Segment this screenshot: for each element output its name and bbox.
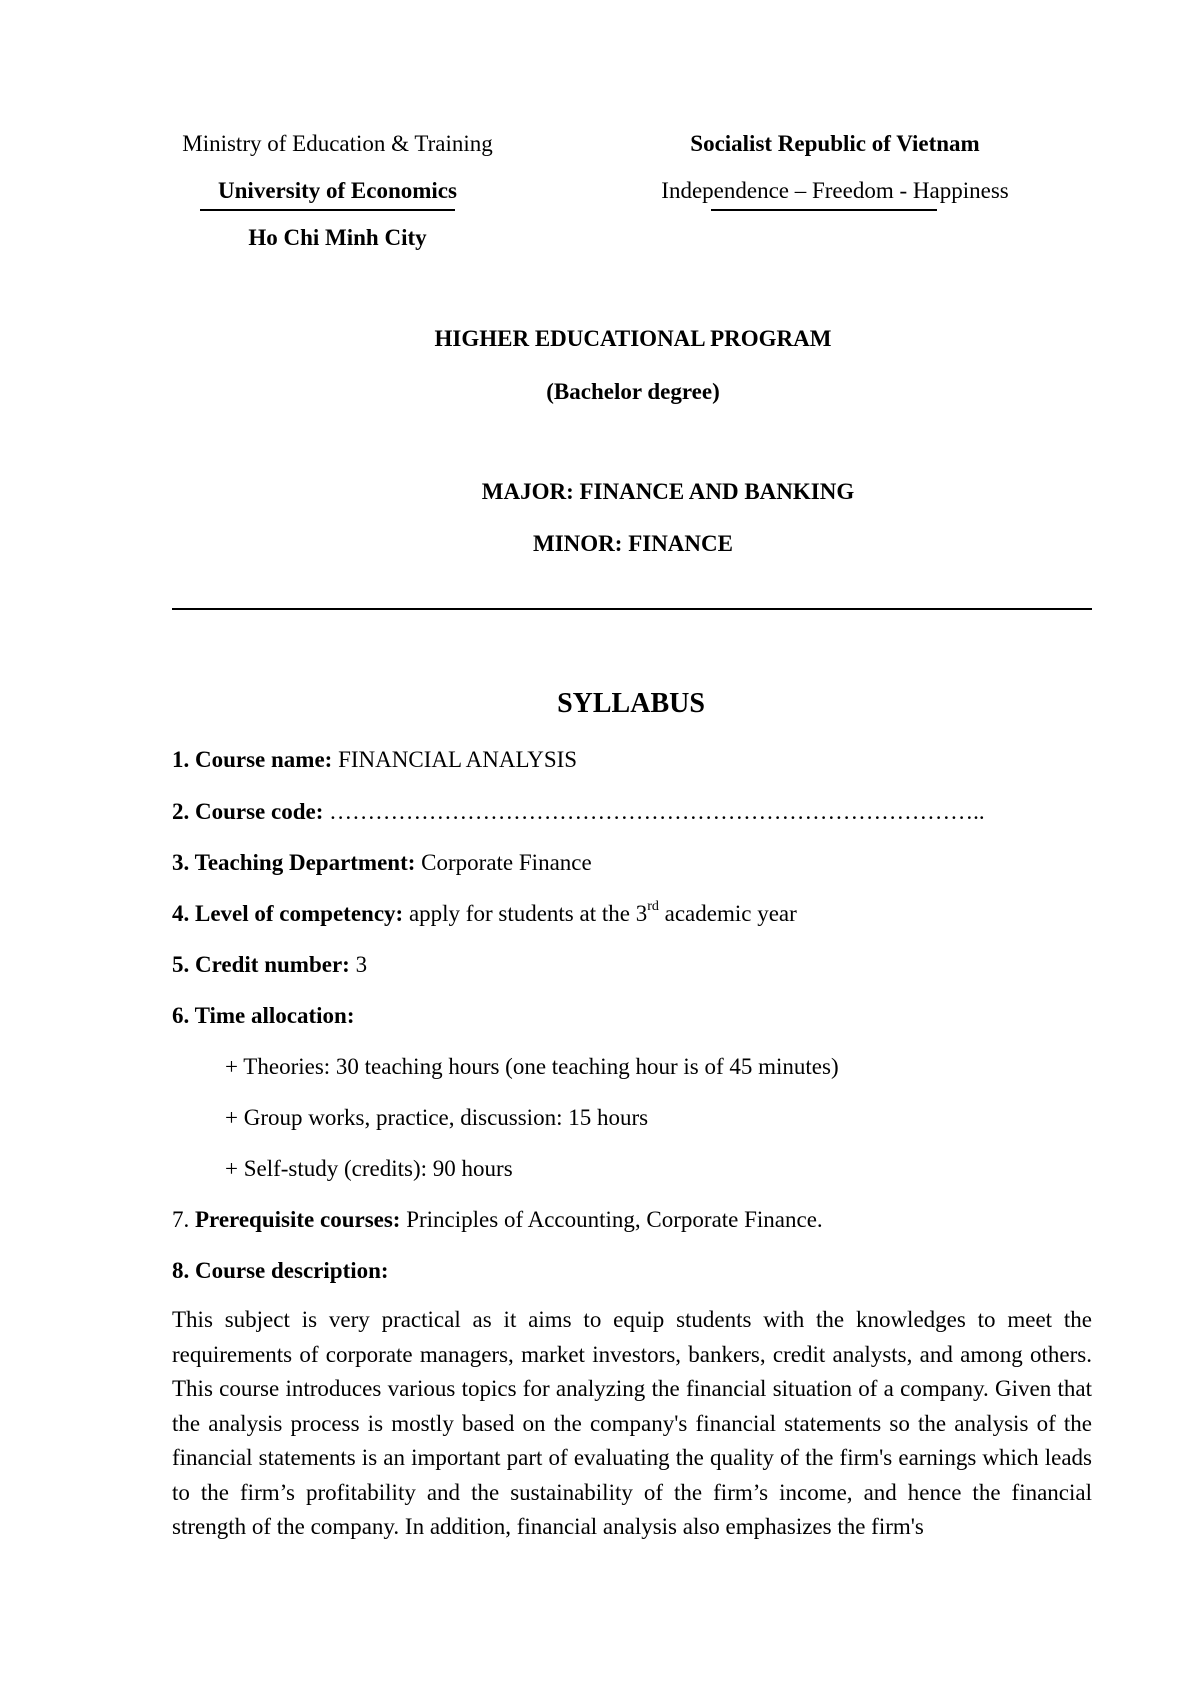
department-value: Corporate Finance [415,850,592,875]
course-description-label: 8. Course description: [172,1258,389,1283]
department-line [172,849,592,877]
course-description-text: This subject is very practical as it aims to equip students with the knowledges to meet the requirements of corporate managers, market investors, bankers, credit analysts, and among others. This course introduces various topics for analyzing the financial situation of a company. Given that the analysis process is mostly based on the company's financial statements so the analysis of the financial statements is an important part of evaluating the quality of the firm's earnings which leads to the firm’s profitability and the sustainability of the firm’s income, and hence the financial strength of the company. In addition, financial analysis also emphasizes the firm's [172,1307,1092,1539]
credit-label: 5. Credit number: [172,952,350,977]
course-code-value: ………………………………………………………………………….. [323,799,985,824]
syllabus-heading: SYLLABUS [557,688,705,719]
time-item-self-study: + Self-study (credits): 90 hours [225,1156,513,1181]
course-code-line [172,798,985,826]
course-name-value: FINANCIAL ANALYSIS [332,747,578,772]
national-motto: Independence – Freedom - Happiness [661,178,1009,203]
minor-label: MINOR: FINANCE [533,531,733,556]
time-item-theories: + Theories: 30 teaching hours (one teaching hour is of 45 minutes) [225,1054,839,1079]
university-name: University of Economics [218,178,457,203]
competency-value: apply for students at the 3 [403,901,648,926]
credit-line [172,951,367,979]
time-allocation-label: 6. Time allocation: [172,1003,355,1028]
prerequisites-label: Prerequisite courses: [189,1207,401,1232]
prerequisites-number: 7. [172,1207,190,1232]
degree-label: (Bachelor degree) [546,379,720,404]
program-title: HIGHER EDUCATIONAL PROGRAM [434,326,832,351]
city-name: Ho Chi Minh City [248,225,427,250]
competency-superscript: rd [647,899,659,915]
prerequisites-value: Principles of Accounting, Corporate Finance. [400,1207,823,1232]
country-name: Socialist Republic of Vietnam [690,131,980,156]
credit-value: 3 [349,952,368,977]
department-label: 3. Teaching Department: [172,850,416,875]
ministry-name: Ministry of Education & Training [182,131,493,156]
course-name-label: 1. Course name: [172,747,333,772]
competency-value-end: academic year [658,901,797,926]
course-name-line [172,746,577,774]
major-label: MAJOR: FINANCE AND BANKING [481,479,855,504]
competency-label: 4. Level of competency: [172,901,404,926]
section-divider [172,608,1092,610]
prerequisites-line [172,1206,823,1234]
competency-line [172,900,797,928]
university-underline [200,209,455,211]
time-item-group-works: + Group works, practice, discussion: 15 hours [225,1105,649,1130]
motto-underline [711,209,937,211]
course-code-label: 2. Course code: [172,799,324,824]
